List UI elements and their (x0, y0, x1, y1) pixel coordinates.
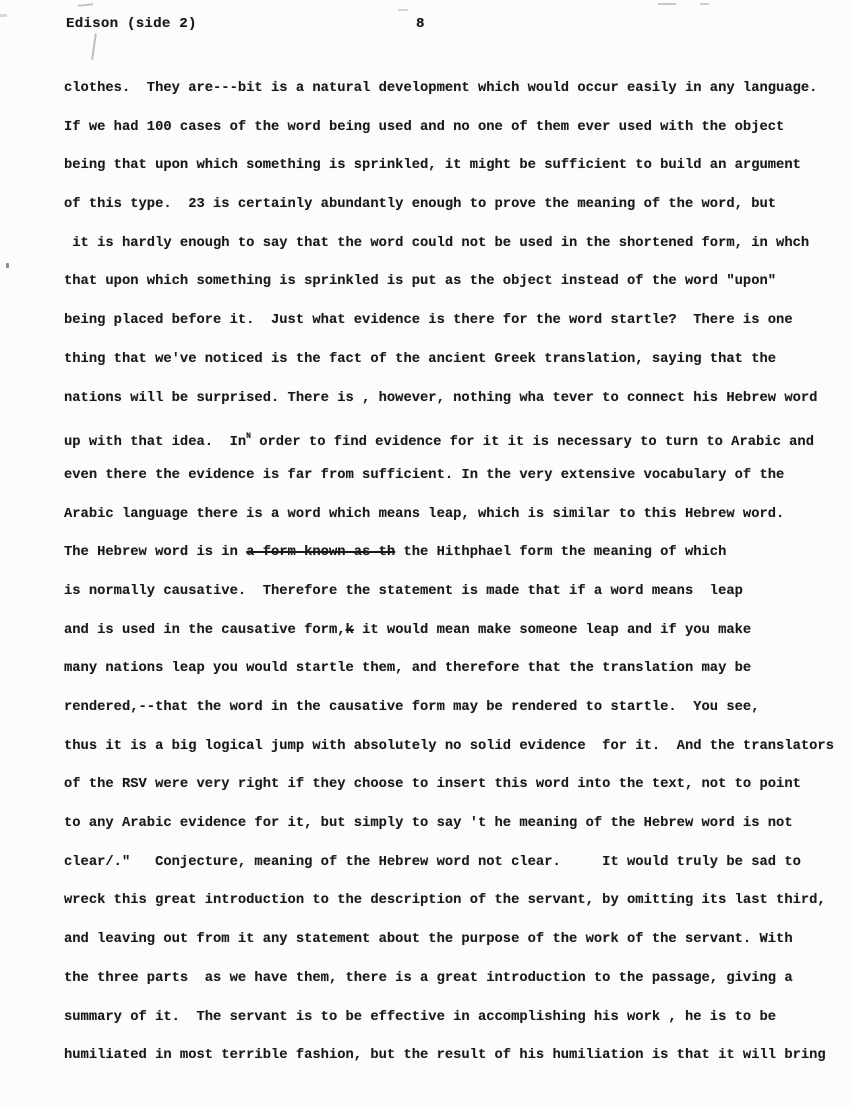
line-text: and leaving out from it any statement about the purpose of the work of the servant. With (64, 932, 793, 948)
line-text: even there the evidence is far from sufficient. In the very extensive vocabulary of the (64, 467, 785, 483)
scan-edge-mark (78, 3, 93, 7)
struck-text: k (345, 622, 354, 638)
page-number: 8 (416, 16, 425, 32)
body-text (64, 70, 850, 1076)
line-text: it would mean make someone leap and if you make (353, 622, 752, 638)
typed-line (64, 882, 850, 921)
typed-line (64, 612, 850, 651)
typed-line (64, 109, 850, 148)
line-text: The Hebrew word is in (64, 545, 247, 561)
line-text: summary of it. The servant is to be effective in accomplishing his work , he is to be (64, 1009, 777, 1025)
line-text: to any Arabic evidence for it, but simply to say 't he meaning of the Hebrew word is not (64, 816, 793, 832)
line-text: being placed before it. Just what evidence is there for the word startle? There is one (64, 313, 793, 329)
typed-line (64, 263, 850, 302)
typed-line (64, 225, 850, 264)
line-text: If we had 100 cases of the word being used and no one of them ever used with the object (64, 119, 785, 135)
scan-edge-mark (398, 9, 408, 11)
scan-edge-mark (700, 3, 709, 5)
typed-line (64, 418, 850, 457)
line-text: of this type. 23 is certainly abundantly enough to prove the meaning of the word, but (64, 197, 777, 213)
scan-edge-mark (0, 14, 7, 17)
line-text: it is hardly enough to say that the word could not be used in the shortened form, in whch (64, 235, 810, 251)
line-text: clear/." Conjecture, meaning of the Hebrew word not clear. It would truly be sad to (64, 854, 801, 870)
line-text: rendered,--that the word in the causative form may be rendered to startle. You see, (64, 700, 760, 715)
struck-text: a form known as th (246, 545, 396, 561)
typed-line (64, 728, 850, 767)
line-text: order to find evidence for it it is necessary to turn to Arabic and (250, 435, 814, 451)
line-text: Arabic language there is a word which means leap, which is similar to this Hebrew word. (64, 506, 785, 522)
typed-line (64, 341, 850, 380)
line-text: many nations leap you would startle them, and therefore that the translation may be (64, 661, 752, 677)
typed-line (64, 1037, 850, 1076)
scan-edge-mark (658, 3, 676, 5)
typed-line (64, 921, 850, 960)
typed-line (64, 186, 850, 225)
line-text: is normally causative. Therefore the statement is made that if a word means leap (64, 583, 743, 599)
line-text: being that upon which something is sprinkled, it might be sufficient to build an argument (64, 158, 801, 174)
line-text: N (246, 432, 251, 442)
typed-line (64, 457, 850, 496)
typed-line (64, 302, 850, 341)
line-text: and is used in the causative form, (64, 622, 346, 638)
typed-line (64, 766, 850, 805)
page-title: Edison (side 2) (66, 16, 197, 32)
line-text: the three parts as we have them, there is a great introduction to the passage, giving a (64, 970, 793, 986)
line-text: clothes. They are---bit is a natural development which would occur easily in any language. (64, 81, 818, 96)
typed-line (64, 534, 850, 573)
line-text: thus it is a big logical jump with absolutely no solid evidence for it. And the translators (64, 738, 834, 754)
typed-line (64, 844, 850, 883)
line-text: up with that idea. In (64, 435, 247, 451)
typed-line (64, 689, 850, 728)
line-text: humiliated in most terrible fashion, but the result of his humiliation is that it will bring (64, 1048, 826, 1064)
typed-line (64, 573, 850, 612)
line-text: nations will be surprised. There is , however, nothing wha tever to connect his Hebrew word (64, 390, 818, 406)
typed-line (64, 496, 850, 535)
typed-line (64, 380, 850, 419)
line-text: that upon which something is sprinkled is put as the object instead of the word "upon" (64, 274, 777, 290)
typed-line (64, 147, 850, 186)
line-text: the Hithphael form the meaning of which (395, 545, 727, 561)
typed-line (64, 960, 850, 999)
typed-line (64, 999, 850, 1038)
scan-smudge-mark (91, 33, 97, 60)
typed-line (64, 650, 850, 689)
line-text: thing that we've noticed is the fact of the ancient Greek translation, saying that the (64, 351, 777, 367)
line-text: of the RSV were very right if they choose to insert this word into the text, not to point (64, 777, 801, 793)
typed-line (64, 70, 850, 109)
scan-margin-dot (6, 263, 9, 268)
line-text: wreck this great introduction to the description of the servant, by omitting its last third, (64, 893, 826, 909)
typed-line (64, 805, 850, 844)
